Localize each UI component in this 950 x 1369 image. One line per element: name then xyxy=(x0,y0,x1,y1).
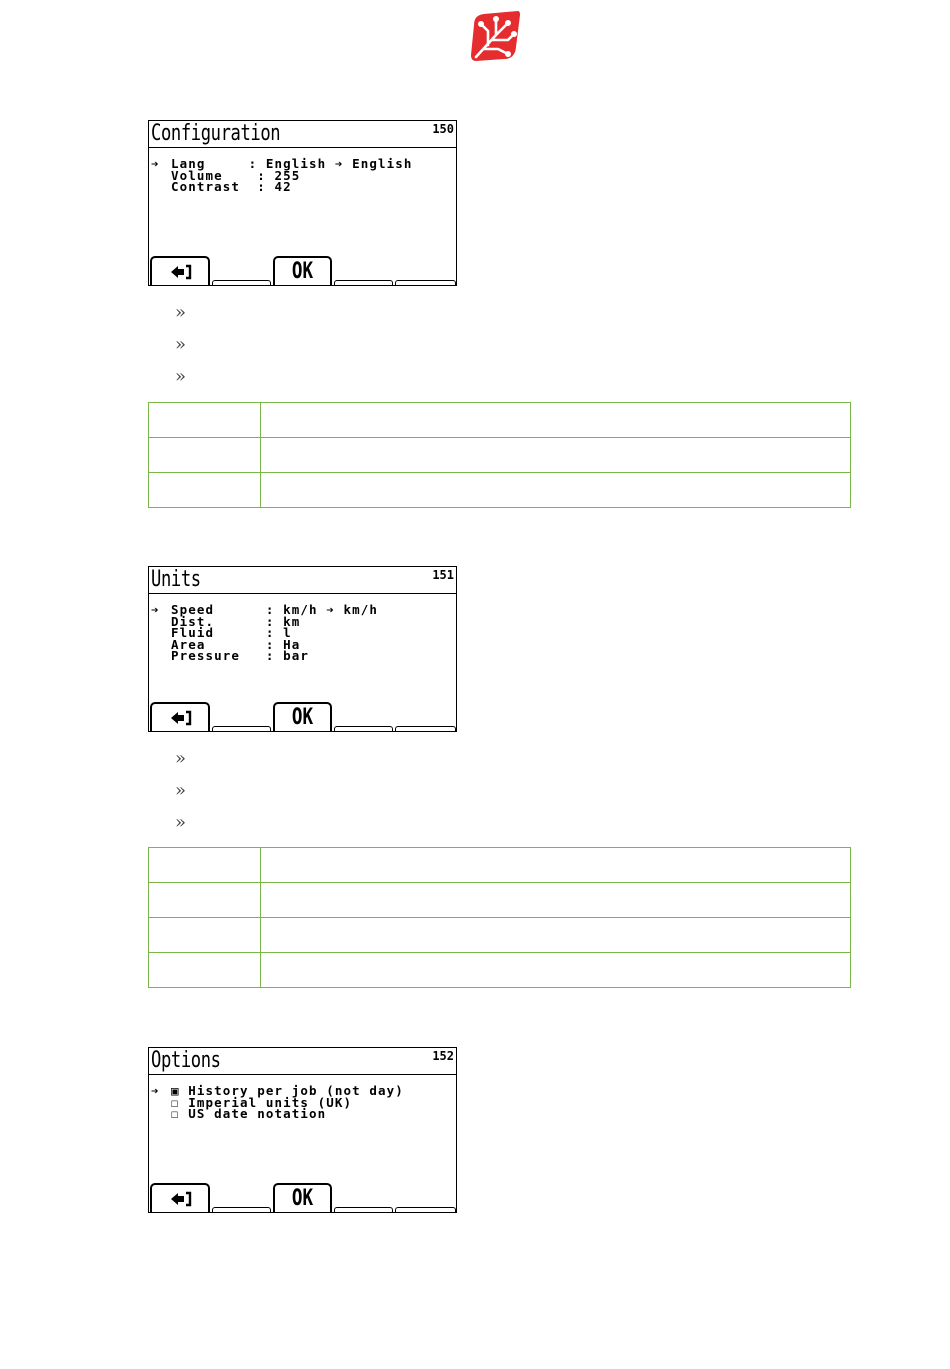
back-arrow-icon xyxy=(169,263,193,281)
units-screen xyxy=(148,566,457,732)
table-row xyxy=(149,883,851,918)
row-text: Area : Ha xyxy=(171,636,301,652)
softkey-bar xyxy=(149,1182,456,1212)
back-button[interactable] xyxy=(150,702,210,731)
selection-cursor-icon: ➔ xyxy=(151,1083,160,1098)
bullet-marker: » xyxy=(175,366,187,387)
selection-cursor-icon: ➔ xyxy=(151,602,160,617)
table-row xyxy=(149,953,851,988)
softkey-5[interactable] xyxy=(395,726,456,731)
bullet-marker: » xyxy=(175,334,187,355)
settings-table-2 xyxy=(148,847,851,988)
softkey-4[interactable] xyxy=(334,280,393,285)
ok-button[interactable] xyxy=(273,256,332,285)
back-arrow-icon xyxy=(169,709,193,727)
ok-button[interactable] xyxy=(273,702,332,731)
options-screen xyxy=(148,1047,457,1213)
row-text: Fluid : l xyxy=(171,625,292,641)
softkey-bar xyxy=(149,255,456,285)
ok-button[interactable] xyxy=(273,1183,332,1212)
row-text: Lang : English ➔ English xyxy=(171,156,413,171)
row-text: Pressure : bar xyxy=(171,648,310,664)
table-row xyxy=(149,403,851,438)
row-text: ☐ US date notation xyxy=(171,1106,327,1122)
row-text: Speed : km/h ➔ km/h xyxy=(171,602,379,617)
softkey-2[interactable] xyxy=(212,1207,271,1212)
back-button[interactable] xyxy=(150,256,210,285)
back-arrow-icon xyxy=(169,1190,193,1208)
ok-label: OK xyxy=(291,259,314,284)
row-text: Dist. : km xyxy=(171,613,301,629)
screen-title: Configuration xyxy=(151,121,281,146)
bullet-marker: » xyxy=(175,748,187,769)
row-text: ▣ History per job (not day) xyxy=(171,1083,404,1098)
softkey-2[interactable] xyxy=(212,280,271,285)
screen-title: Units xyxy=(151,567,201,592)
table-row xyxy=(149,918,851,953)
screen-title: Options xyxy=(151,1048,221,1073)
table-row xyxy=(149,473,851,508)
row-text: Contrast : 42 xyxy=(171,179,292,195)
screen-number: 152 xyxy=(432,1049,454,1063)
screen-number: 151 xyxy=(432,568,454,582)
menu-row-contrast[interactable] xyxy=(151,181,452,193)
option-us-date[interactable] xyxy=(151,1108,452,1120)
row-text: Volume : 255 xyxy=(171,167,301,183)
softkey-2[interactable] xyxy=(212,726,271,731)
screen-number: 150 xyxy=(432,122,454,136)
screen-titlebar xyxy=(149,1048,456,1075)
screen-titlebar xyxy=(149,121,456,148)
table-row xyxy=(149,848,851,883)
configuration-screen xyxy=(148,120,457,286)
brand-logo-icon xyxy=(468,9,522,63)
screen-titlebar xyxy=(149,567,456,594)
softkey-5[interactable] xyxy=(395,280,456,285)
table-row xyxy=(149,438,851,473)
selection-cursor-icon: ➔ xyxy=(151,156,160,171)
softkey-4[interactable] xyxy=(334,726,393,731)
bullet-marker: » xyxy=(175,302,187,323)
row-text: ☐ Imperial units (UK) xyxy=(171,1094,353,1110)
softkey-bar xyxy=(149,701,456,731)
back-button[interactable] xyxy=(150,1183,210,1212)
settings-table-1 xyxy=(148,402,851,508)
menu-row-pressure[interactable] xyxy=(151,650,452,662)
softkey-4[interactable] xyxy=(334,1207,393,1212)
ok-label: OK xyxy=(291,705,314,730)
softkey-5[interactable] xyxy=(395,1207,456,1212)
ok-label: OK xyxy=(291,1186,314,1211)
bullet-marker: » xyxy=(175,812,187,833)
bullet-marker: » xyxy=(175,780,187,801)
